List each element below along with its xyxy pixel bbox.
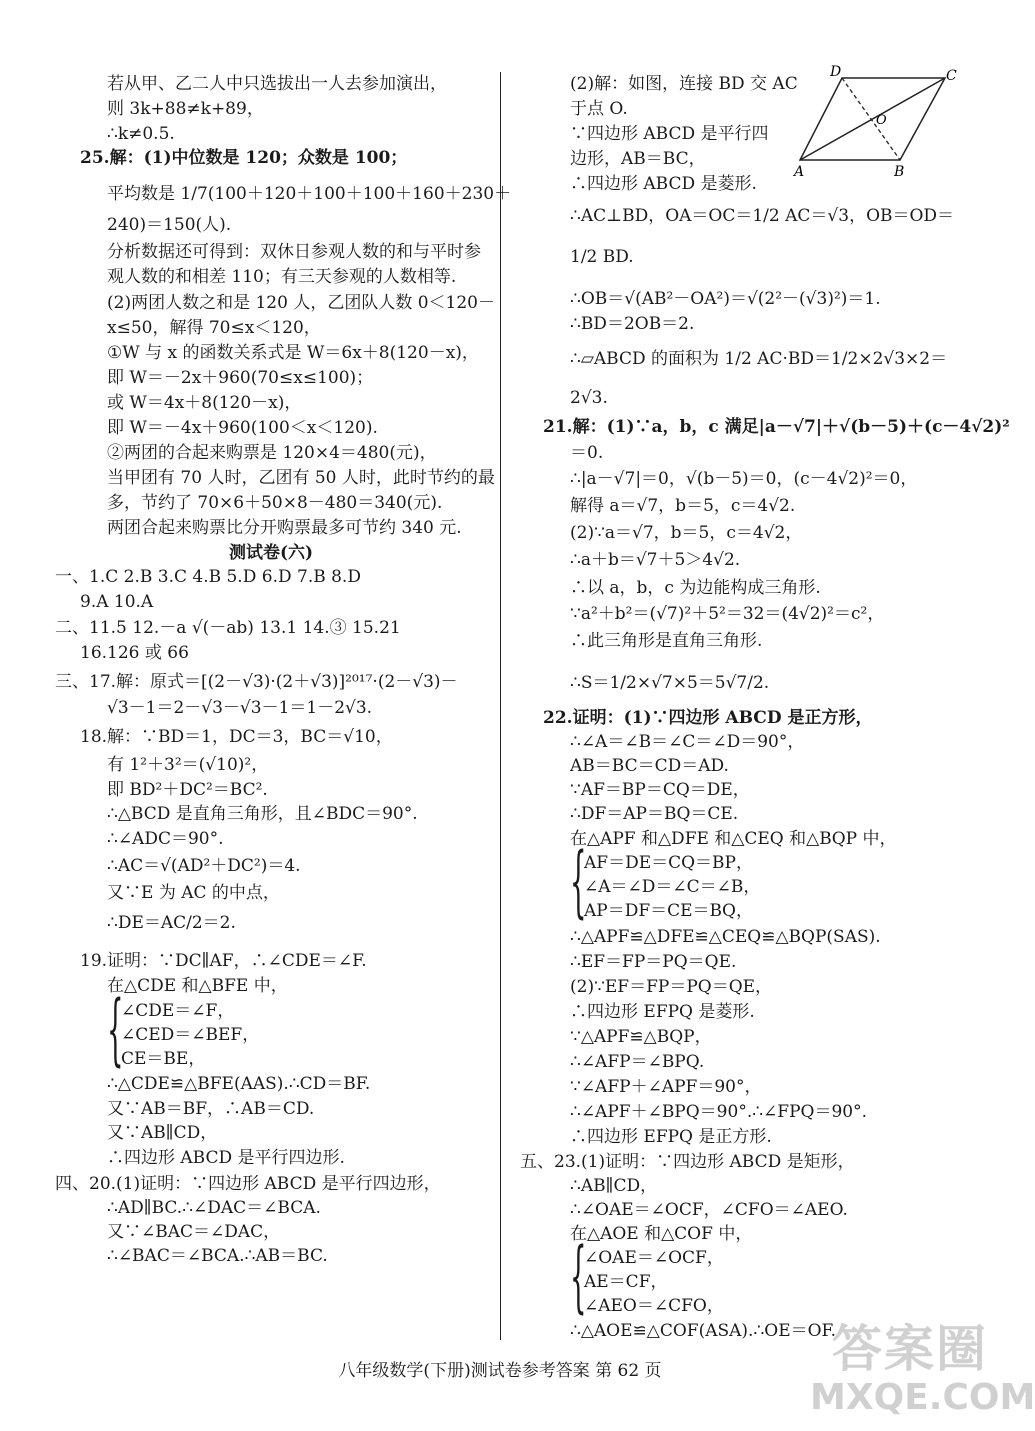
text-line: ＝0.: [570, 443, 604, 463]
text-line: ∴此三角形是直角三角形.: [570, 631, 763, 651]
text-line: 分析数据还可得到：双休日参观人数的和与平时参: [107, 242, 481, 262]
text-line: ①W 与 x 的函数关系式是 W＝6x＋8(120－x)，: [107, 343, 479, 363]
text-line: (2)∵a＝√7，b＝5，c＝4√2，: [570, 523, 803, 543]
text-line: ∴△BCD 是直角三角形，且∠BDC＝90°.: [107, 804, 418, 824]
text-line: ∵四边形 ABCD 是平行四: [570, 124, 769, 144]
text-line: AB＝BC＝CD＝AD.: [570, 756, 729, 776]
text-line: ∴AC⊥BD，OA＝OC＝1/2 AC＝√3，OB＝OD＝: [570, 206, 955, 226]
text-line: ∴以 a，b，c 为边能构成三角形.: [570, 578, 821, 598]
text-line: 观人数的和相差 110；有三天参观的人数相等.: [107, 267, 457, 287]
answer-line: 一、1.C 2.B 3.C 4.B 5.D 6.D 7.B 8.D: [55, 567, 361, 587]
brace-icon: {: [107, 987, 124, 1077]
text-line: 又∵AB∥CD，: [107, 1123, 218, 1143]
text-line: AE＝CF，: [584, 1272, 668, 1292]
watermark: [810, 1309, 1035, 1421]
text-line: ∴四边形 EFPQ 是菱形.: [570, 1002, 755, 1022]
text-line: ∴∠BAC＝∠BCA.∴AB＝BC.: [107, 1246, 328, 1266]
text-line: ②两团的合起来购票是 120×4＝480(元)，: [107, 443, 437, 463]
text-line: 240)＝150(人).: [107, 215, 232, 235]
text-line: CE＝BE，: [121, 1049, 206, 1069]
text-line: ∠A＝∠D＝∠C＝∠B，: [584, 877, 761, 897]
text-line: 解得 a＝√7，b＝5，c＝4√2.: [570, 496, 796, 516]
diagonal-bd: [842, 78, 900, 160]
text-line: 于点 O.: [570, 99, 628, 119]
text-line: ∴▱ABCD 的面积为 1/2 AC·BD＝1/2×2√3×2＝: [570, 349, 948, 369]
answer-line: 16.126 或 66: [80, 643, 189, 663]
text-line: 有 1²＋3²＝(√10)²，: [107, 755, 269, 775]
text-line: 又∵∠BAC＝∠DAC，: [107, 1222, 281, 1242]
question-17: 三、17.解：原式＝[(2－√3)·(2＋√3)]²⁰¹⁷·(2－√3)－: [55, 672, 458, 692]
text-line: ∵△APF≌△BQP，: [570, 1027, 712, 1047]
text-line: (2)两团人数之和是 120 人，乙团队人数 0＜120－: [107, 293, 496, 313]
text-line: (2)∵EF＝FP＝PQ＝QE，: [570, 977, 773, 997]
text-line: ∠CED＝∠BEF，: [121, 1025, 260, 1045]
label-o: O: [876, 113, 887, 128]
rhombus-figure: [790, 64, 960, 184]
text-line: ∠AEO＝∠CFO，: [584, 1296, 724, 1316]
text-line: ∴AD∥BC.∴∠DAC＝∠BCA.: [107, 1198, 321, 1218]
text-line: ∴AB∥CD，: [570, 1176, 658, 1196]
text-line: 两团合起来购票比分开购票最多可节约 340 元.: [107, 518, 462, 538]
text-line: ∴∠OAE＝∠OCF，∠CFO＝∠AEO.: [570, 1200, 848, 1220]
text-line: ∵∠AFP＋∠APF＝90°，: [570, 1077, 762, 1097]
text-line: AF＝DE＝CQ＝BP，: [584, 853, 753, 873]
text-line: ∴AC＝√(AD²＋DC²)＝4.: [107, 856, 301, 876]
brace-icon: {: [570, 1234, 587, 1324]
section-title: 测试卷(六): [229, 543, 314, 563]
question-23: 五、23.(1)证明：∵四边形 ABCD 是矩形，: [520, 1152, 855, 1172]
text-line: ∴EF＝FP＝PQ＝QE.: [570, 952, 737, 972]
watermark-url: MXQE.COM: [810, 1377, 1035, 1418]
text-line: ∴四边形 EFPQ 是正方形.: [570, 1127, 772, 1147]
column-divider: [500, 72, 501, 1340]
text-line: ∴∠A＝∠B＝∠C＝∠D＝90°，: [570, 732, 805, 752]
text-line: 即 BD²＋DC²＝BC².: [107, 780, 268, 800]
text-line: AP＝DF＝CE＝BQ，: [584, 901, 753, 921]
text-line: ∵a²＋b²＝(√7)²＋5²＝32＝(4√2)²＝c²，: [570, 604, 885, 624]
text-line: ∴∠AFP＝∠BPQ.: [570, 1052, 705, 1072]
text-line: ∴k≠0.5.: [107, 124, 175, 144]
text-line: 1/2 BD.: [570, 247, 634, 267]
watermark-logo-text: 答案圈: [832, 1320, 988, 1378]
text-line: ∴∠APF＋∠BPQ＝90°.∴∠FPQ＝90°.: [570, 1102, 867, 1122]
text-line: 在△AOE 和△COF 中，: [570, 1224, 753, 1244]
text-line: 当甲团有 70 人时，乙团有 50 人时，此时节约的最: [107, 468, 495, 488]
text-line: ∠OAE＝∠OCF，: [584, 1248, 724, 1268]
text-line: ∴BD＝2OB＝2.: [570, 314, 695, 334]
text-line: ∴a＋b＝√7＋5＞4√2.: [570, 550, 741, 570]
text-line: 又∵E 为 AC 的中点，: [107, 883, 280, 903]
text-line: ∴△AOE≌△COF(ASA).∴OE＝OF.: [570, 1321, 837, 1341]
text-line: ∠CDE＝∠F，: [121, 1001, 235, 1021]
question-19: 19.证明：∵DC∥AF，∴∠CDE＝∠F.: [80, 951, 367, 971]
text-line: ∴四边形 ABCD 是菱形.: [570, 174, 757, 194]
label-b: B: [894, 164, 905, 180]
page-footer: 八年级数学(下册)测试卷参考答案 第 62 页: [338, 1361, 662, 1381]
brace-icon: {: [570, 839, 587, 929]
text-line: 则 3k+88≠k+89，: [107, 99, 264, 119]
text-line: ∴OB＝√(AB²－OA²)＝√(2²－(√3)²)＝1.: [570, 289, 881, 309]
text-line: x≤50，解得 70≤x＜120，: [107, 318, 321, 338]
text-line: ∴|a－√7|＝0，√(b－5)＝0，(c－4√2)²＝0，: [570, 469, 918, 489]
label-a: A: [794, 164, 805, 180]
text-line: 又∵AB＝BF，∴AB＝CD.: [107, 1099, 315, 1119]
question-25: 25.解：(1)中位数是 120；众数是 100；: [80, 148, 408, 168]
question-22: 22.证明：(1)∵四边形 ABCD 是正方形，: [543, 708, 873, 728]
text-line: 在△APF 和△DFE 和△CEQ 和△BQP 中，: [570, 829, 897, 849]
text-line: ∴四边形 ABCD 是平行四边形.: [107, 1148, 345, 1168]
text-line: ∴S＝1/2×√7×5＝5√7/2.: [570, 673, 770, 693]
question-18: 18.解：∵BD＝1，DC＝3，BC＝√10，: [80, 727, 393, 747]
text-line: 多，节约了 70×6＋50×8－480＝340(元).: [107, 493, 443, 513]
question-20: 四、20.(1)证明：∵四边形 ABCD 是平行四边形，: [55, 1174, 441, 1194]
text-line: √3－1＝2－√3－√3－1＝1－2√3.: [107, 698, 373, 718]
text-line: 若从甲、乙二人中只选拔出一人去参加演出，: [107, 74, 447, 94]
label-c: C: [946, 68, 957, 84]
text-line: 平均数是 1/7(100＋120＋100＋100＋160＋230＋: [107, 184, 512, 204]
text-line: ∴DE＝AC/2＝2.: [107, 913, 236, 933]
text-line: ∴∠ADC＝90°.: [107, 829, 224, 849]
answer-line: 二、11.5 12.－a √(－ab) 13.1 14.③ 15.21: [55, 618, 401, 638]
text-line: (2)解：如图，连接 BD 交 AC: [570, 74, 798, 94]
text-line: ∴DF＝AP＝BQ＝CE.: [570, 804, 739, 824]
text-line: 即 W＝－4x＋960(100＜x＜120).: [107, 418, 378, 438]
text-line: 2√3.: [570, 388, 608, 408]
text-line: ∴△APF≌△DFE≌△CEQ≌△BQP(SAS).: [570, 927, 881, 947]
text-line: 边形，AB＝BC，: [570, 149, 706, 169]
text-line: ∴△CDE≌△BFE(AAS).∴CD＝BF.: [107, 1074, 371, 1094]
label-d: D: [830, 64, 842, 80]
text-line: 在△CDE 和△BFE 中，: [107, 976, 288, 996]
text-line: ∵AF＝BP＝CQ＝DE，: [570, 780, 750, 800]
text-line: 即 W＝－2x＋960(70≤x≤100)；: [107, 368, 374, 388]
answer-line: 9.A 10.A: [80, 592, 154, 612]
text-line: 或 W＝4x＋8(120－x)，: [107, 393, 302, 413]
question-21: 21.解：(1)∵a，b，c 满足|a－√7|＋√(b－5)＋(c－4√2)²: [543, 417, 1010, 437]
